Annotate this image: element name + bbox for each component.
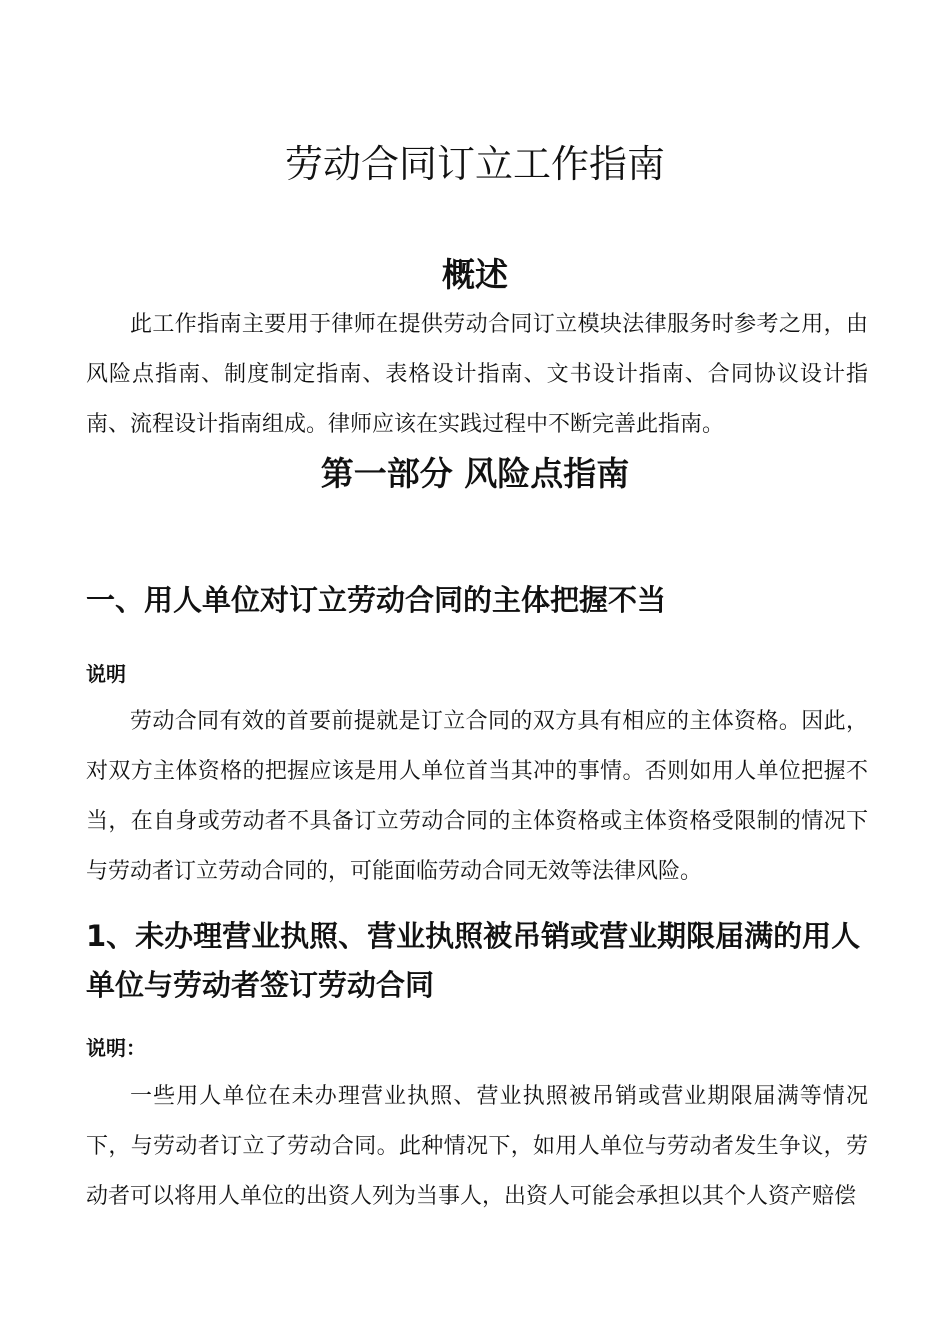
section1-note-label: 说明 <box>86 662 126 686</box>
subsection1-heading: 1、未办理营业执照、营业执照被吊销或营业期限届满的用人单位与劳动者签订劳动合同 <box>86 919 861 1002</box>
section1-note-paragraph: 劳动合同有效的首要前提就是订立合同的双方具有相应的主体资格。因此，对双方主体资格的把握应该是用人单位首当其冲的事情。否则如用人单位把握不当，在自身或劳动者不具备订立劳动合同的主体资格或主体资格受限制的情况下与劳动者订立劳动合同的，可能面临劳动合同无效等法律风险。 <box>86 709 868 884</box>
part1-heading: 第一部分 风险点指南 <box>320 454 630 493</box>
document-title: 劳动合同订立工作指南 <box>284 142 665 186</box>
overview-heading: 概述 <box>442 255 508 294</box>
overview-paragraph: 此工作指南主要用于律师在提供劳动合同订立模块法律服务时参考之用，由风险点指南、制度制定指南、表格设计指南、文书设计指南、合同协议设计指南、流程设计指南组成。律师应该在实践过程中不断完善此指南。 <box>86 312 868 437</box>
section1-heading: 一、用人单位对订立劳动合同的主体把握不当 <box>86 583 667 617</box>
subsection1-note-paragraph: 一些用人单位在未办理营业执照、营业执照被吊销或营业期限届满等情况下，与劳动者订立了劳动合同。此种情况下，如用人单位与劳动者发生争议，劳动者可以将用人单位的出资人列为当事人，出资人可能会承担以其个人资产赔偿 <box>86 1084 868 1209</box>
subsection1-note-label: 说明： <box>86 1036 146 1060</box>
